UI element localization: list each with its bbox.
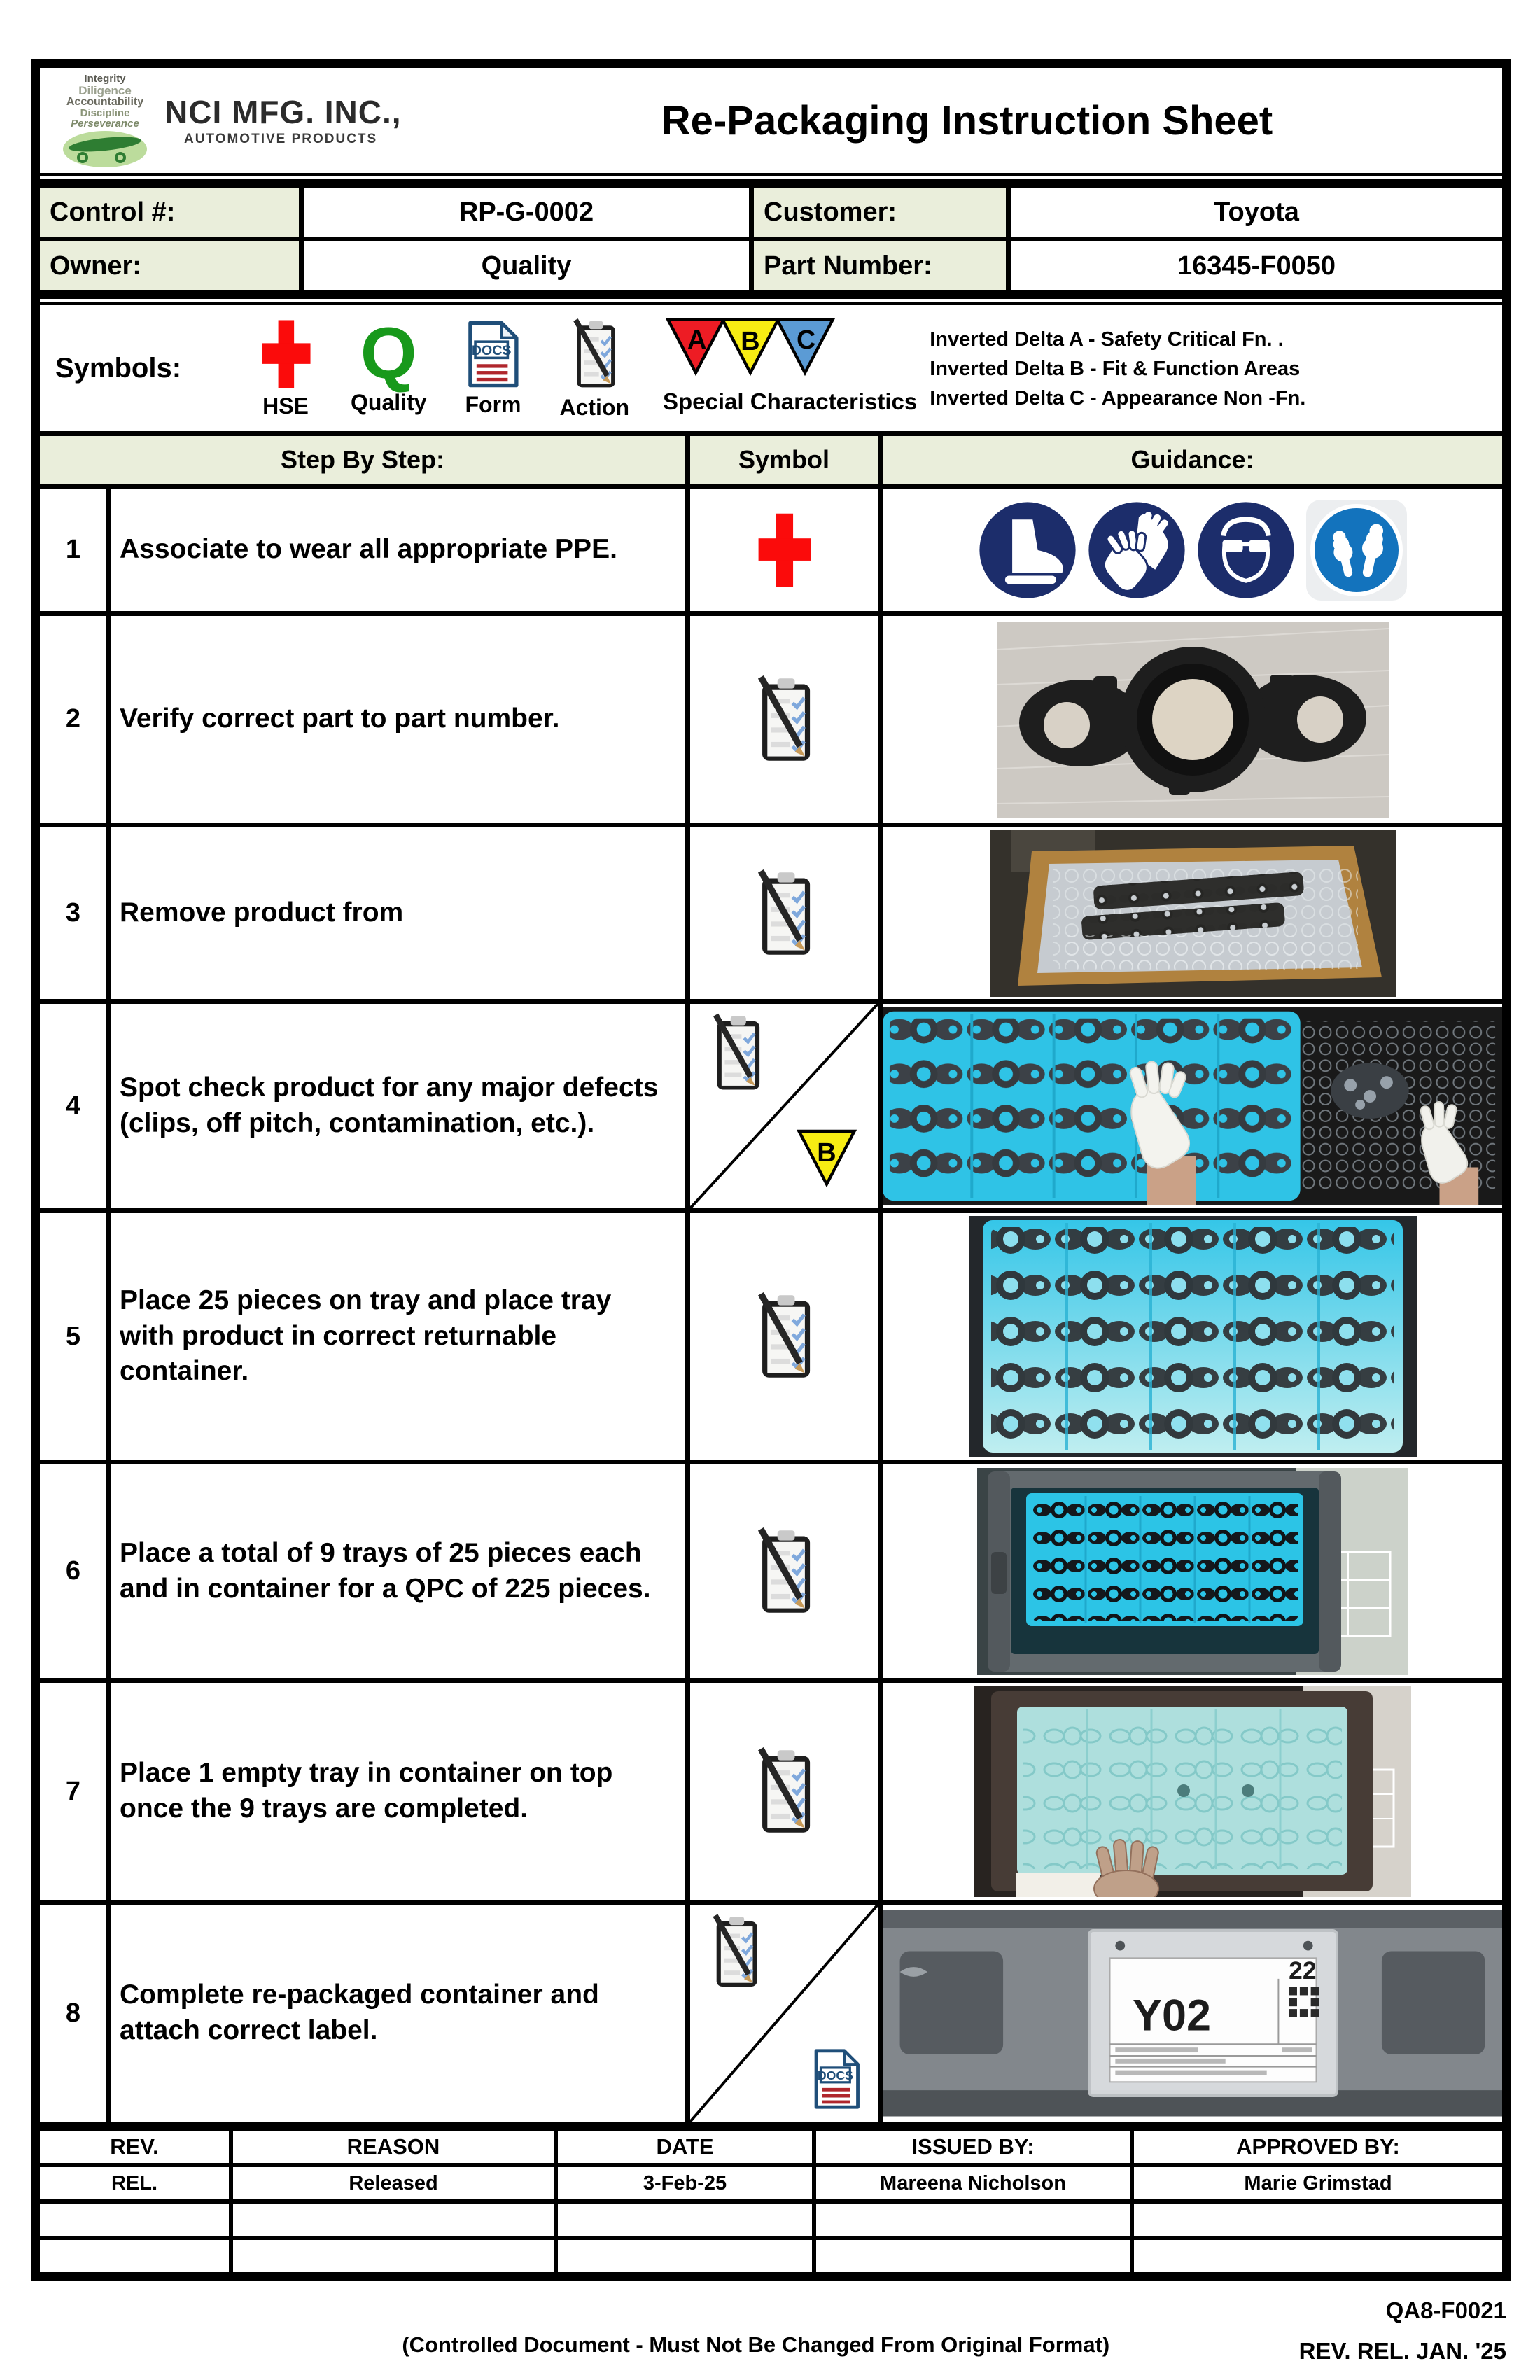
action-clipboard-icon xyxy=(748,1744,820,1838)
rev-value: REL. xyxy=(40,2167,229,2199)
svg-text:C: C xyxy=(796,326,816,356)
issued-by-value xyxy=(816,2240,1130,2272)
logo-value: Accountability xyxy=(66,95,144,108)
step-number: 4 xyxy=(40,1004,106,1208)
issued-by-value xyxy=(816,2204,1130,2236)
guidance-photo-empty-tray xyxy=(883,1683,1502,1900)
logo-value: Perseverance xyxy=(71,118,139,130)
step-text: Place 1 empty tray in container on top once the 9 trays are completed. xyxy=(111,1683,685,1900)
issued-by-value: Mareena Nicholson xyxy=(816,2167,1130,2199)
logo-value: Diligence xyxy=(78,83,132,97)
rev-header: REV. xyxy=(40,2131,229,2163)
delta-triangles xyxy=(671,313,835,377)
step-number: 3 xyxy=(40,827,106,999)
empty-tray-photo xyxy=(974,1686,1411,1897)
approved-by-value xyxy=(1134,2204,1502,2236)
document-info-table xyxy=(40,183,1502,295)
approved-by-header: APPROVED BY: xyxy=(1134,2131,1502,2163)
step-symbol-action xyxy=(690,827,878,999)
step-text: Place 25 pieces on tray and place tray with product in correct returnable container. xyxy=(111,1213,685,1460)
hse-caption: HSE xyxy=(262,393,309,419)
delta-a-description: Inverted Delta A - Safety Critical Fn. . xyxy=(930,328,1284,351)
reason-value: Released xyxy=(233,2167,554,2199)
container-photo xyxy=(977,1468,1408,1675)
company-tagline: AUTOMOTIVE PRODUCTS xyxy=(184,131,378,146)
step-number: 8 xyxy=(40,1905,106,2122)
customer-value: Toyota xyxy=(1011,188,1502,237)
gasket-part-photo xyxy=(997,622,1389,818)
guidance-photo-tray-25 xyxy=(883,1213,1502,1460)
revision-table xyxy=(40,2127,1502,2276)
form-docs-icon xyxy=(811,2047,862,2110)
step-symbol-action xyxy=(690,1213,878,1460)
logo-value: Integrity xyxy=(84,73,126,85)
values-tree-logo xyxy=(52,74,158,167)
svg-text:B: B xyxy=(817,1138,836,1168)
spot-check-photo xyxy=(883,1007,1502,1205)
action-clipboard-icon xyxy=(748,673,820,766)
sheet-header xyxy=(40,68,1502,173)
delta-c-icon xyxy=(775,313,835,377)
date-value: 3-Feb-25 xyxy=(558,2167,812,2199)
column-header-symbol: Symbol xyxy=(690,436,878,484)
date-header: DATE xyxy=(558,2131,812,2163)
steps-table xyxy=(40,431,1502,2127)
page-title: Re-Packaging Instruction Sheet xyxy=(661,97,1273,144)
legend-action xyxy=(559,316,629,421)
form-revision: REV. REL. JAN. '25 xyxy=(1298,2337,1506,2364)
svg-text:B: B xyxy=(741,326,760,356)
form-number: QA8-F0021 xyxy=(1385,2297,1506,2323)
guidance-photo-label xyxy=(883,1905,1502,2122)
approved-by-value xyxy=(1134,2240,1502,2272)
logo-value: Discipline xyxy=(80,107,130,120)
step-number: 7 xyxy=(40,1683,106,1900)
reason-value xyxy=(233,2240,554,2272)
step-number: 5 xyxy=(40,1213,106,1460)
action-clipboard-icon xyxy=(704,1912,766,1991)
step-text: Spot check product for any major defects (clips, off pitch, contamination, etc.). xyxy=(111,1004,685,1208)
reason-value xyxy=(233,2204,554,2236)
safety-glasses-icon xyxy=(1195,499,1297,601)
ear-plugs-icon xyxy=(1304,498,1409,603)
issued-by-header: ISSUED BY: xyxy=(816,2131,1130,2163)
legend-hse xyxy=(258,318,313,419)
special-characteristics-label: Special Characteristics xyxy=(663,388,918,414)
safety-boots-icon xyxy=(976,499,1079,601)
legend-form xyxy=(464,319,522,418)
step-symbol-action-docs xyxy=(690,1905,878,2122)
form-caption: Form xyxy=(465,391,522,417)
guidance-photo-part xyxy=(883,616,1502,822)
company-name: NCI MFG. INC., xyxy=(164,93,402,130)
label-corner-text: 22 xyxy=(1289,1956,1317,1984)
divider xyxy=(40,173,1502,183)
symbols-label: Symbols: xyxy=(55,352,182,384)
step-number: 2 xyxy=(40,616,106,822)
control-number-label: Control #: xyxy=(40,188,299,237)
quality-caption: Quality xyxy=(351,390,427,416)
step-text: Remove product from xyxy=(111,827,685,999)
column-header-step: Step By Step: xyxy=(40,436,685,484)
delta-b-icon xyxy=(797,1124,857,1189)
approved-by-value: Marie Grimstad xyxy=(1134,2167,1502,2199)
step-text: Associate to wear all appropriate PPE. xyxy=(111,489,685,611)
delta-c-description: Inverted Delta C - Appearance Non -Fn. xyxy=(930,387,1306,410)
step-number: 6 xyxy=(40,1464,106,1678)
label-lot-text: Y02 xyxy=(1133,1991,1211,2040)
action-clipboard-icon xyxy=(704,1011,769,1095)
column-header-guidance: Guidance: xyxy=(883,436,1502,484)
box-bubblewrap-photo xyxy=(990,830,1396,997)
delta-a-icon xyxy=(666,313,726,377)
quality-q-icon: Q xyxy=(360,312,417,394)
label-photo xyxy=(883,1908,1502,2118)
delta-b-description: Inverted Delta B - Fit & Function Areas xyxy=(930,357,1301,380)
safety-gloves-icon xyxy=(1086,499,1188,601)
part-number-label: Part Number: xyxy=(754,241,1006,290)
controlled-document-note: (Controlled Document - Must Not Be Changed From Original Format) xyxy=(402,2332,1110,2357)
reason-header: REASON xyxy=(233,2131,554,2163)
step-text: Place a total of 9 trays of 25 pieces each and in container for a QPC of 225 pieces. xyxy=(111,1464,685,1678)
step-text: Complete re-packaged container and attach correct label. xyxy=(111,1905,685,2122)
hse-cross-icon xyxy=(755,510,813,590)
step-symbol-action-delta-b xyxy=(690,1004,878,1208)
owner-value: Quality xyxy=(304,241,749,290)
guidance-photo-box xyxy=(883,827,1502,999)
special-characteristics xyxy=(663,321,918,415)
step-symbol-action xyxy=(690,1683,878,1900)
company-logo xyxy=(40,74,404,167)
guidance-photo-ppe xyxy=(883,489,1502,611)
step-number: 1 xyxy=(40,489,106,611)
symbols-legend xyxy=(40,305,1502,431)
form-number-block xyxy=(1299,2290,1506,2372)
step-symbol-action xyxy=(690,1464,878,1678)
rev-value xyxy=(40,2240,229,2272)
divider xyxy=(40,295,1502,305)
action-clipboard-icon xyxy=(748,1289,820,1383)
step-text: Verify correct part to part number. xyxy=(111,616,685,822)
date-value xyxy=(558,2240,812,2272)
control-number-value: RP-G-0002 xyxy=(304,188,749,237)
hse-cross-icon xyxy=(258,318,313,391)
delta-b-icon xyxy=(720,313,780,377)
svg-text:A: A xyxy=(687,326,707,356)
guidance-photo-spot-check xyxy=(883,1004,1502,1208)
rev-value xyxy=(40,2204,229,2236)
owner-label: Owner: xyxy=(40,241,299,290)
step-symbol-action xyxy=(690,616,878,822)
guidance-photo-container xyxy=(883,1464,1502,1678)
customer-label: Customer: xyxy=(754,188,1006,237)
tray-photo xyxy=(969,1216,1417,1457)
part-number-value: 16345-F0050 xyxy=(1011,241,1502,290)
action-clipboard-icon xyxy=(748,1525,820,1618)
legend-quality xyxy=(351,312,427,416)
instruction-sheet xyxy=(31,59,1511,2281)
action-clipboard-icon xyxy=(565,316,624,392)
action-caption: Action xyxy=(559,394,630,420)
car-logo-icon xyxy=(63,131,147,167)
date-value xyxy=(558,2204,812,2236)
form-docs-icon xyxy=(464,319,522,389)
step-symbol-hse xyxy=(690,489,878,611)
action-clipboard-icon xyxy=(748,867,820,960)
